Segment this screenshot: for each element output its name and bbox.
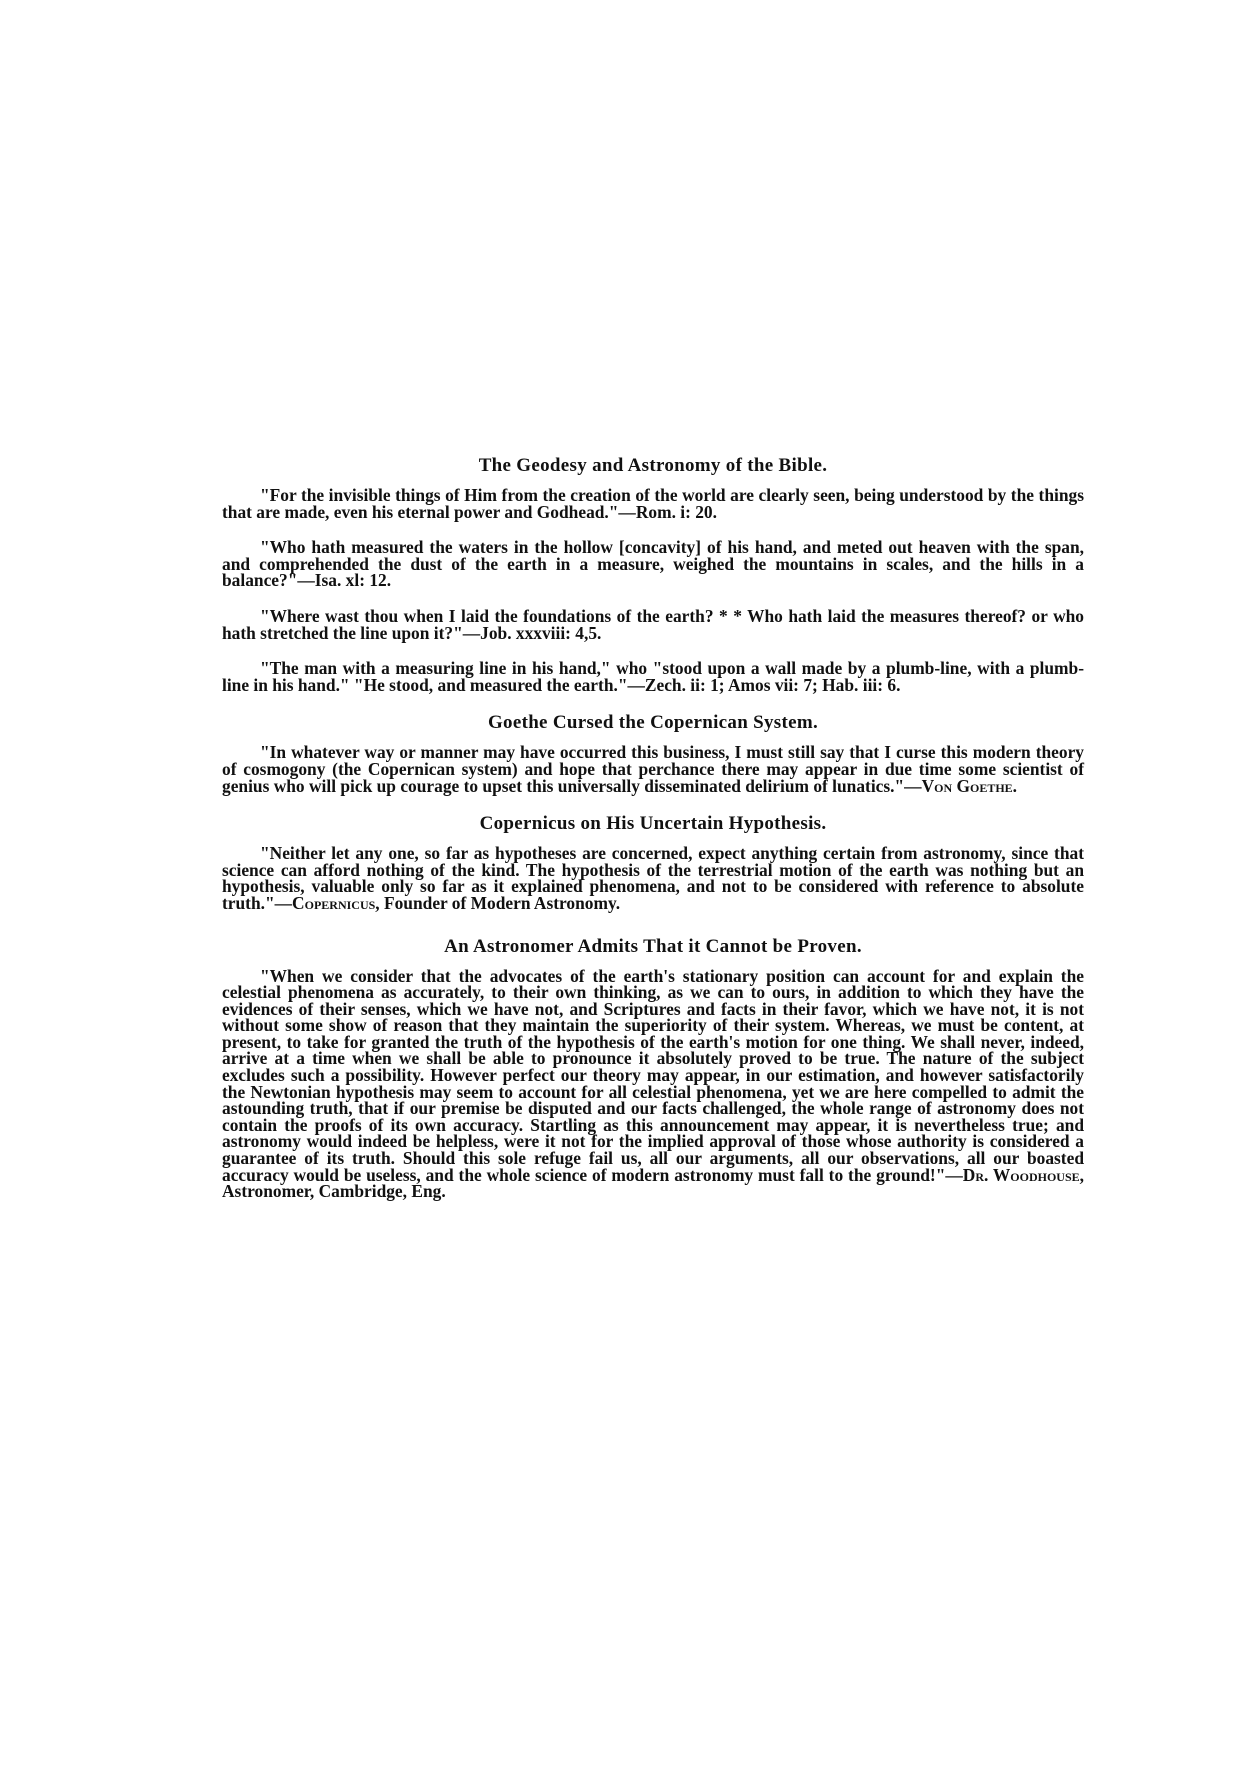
- quote-goethe: [222, 744, 1084, 794]
- quote-job: "Where wast thou when I laid the foundations of the earth? * * Who hath laid the measures thereof? or who hath stretched the line upon it?"—Job. xxxviii: 4,5.: [222, 605, 1084, 643]
- quote-author: Dr. Woodhouse: [962, 1164, 1080, 1185]
- quote-text: "When we consider that the advocates of the earth's stationary position can account for and explain the celestial phenomena as accurately, to their own thinking, as we can to ours, in addition to which they have the evidences of their senses, which we have not, and Scriptures and facts in their favor, which we have not, it is not without some show of reason that they maintain the superiority of their system. Whereas, we must be content, at present, to take for granted the truth of the hypothesis of the earth's motion for one thing. We shall never, indeed, arrive at a time when we shall be able to pronounce it absolutely proved to be true. The nature of the subject excludes such a possibility. However perfect our theory may appear, in our estimation, and however satisfactorily the Newtonian hypothesis may seem to account for all celestial phenomena, yet we are here compelled to admit the astounding truth, that if our premise be disputed and our facts challenged, the whole range of astronomy does not contain the proofs of its own accuracy. Startling as this announcement may appear, it is nevertheless true; and astronomy would indeed be helpless, were it not for the implied approval of those whose authority is considered a guarantee of its truth. Should this sole refuge fail us, all our arguments, all our observations, all our boasted accuracy would be useless, and the whole science of modern astronomy must fall to the ground!"—: [222, 965, 1084, 1185]
- quote-author-suffix: , Astronomer, Cambridge, Eng.: [222, 1164, 1085, 1202]
- quote-woodhouse: [222, 965, 1085, 1202]
- section-title: Goethe Cursed the Copernican System.: [487, 712, 819, 734]
- quote-author: Copernicus: [292, 892, 376, 913]
- section-geodesy: [222, 455, 1084, 693]
- section-goethe: [222, 712, 1084, 794]
- section-title: An Astronomer Admits That it Cannot be Proven.: [444, 935, 862, 957]
- section-title: The Geodesy and Astronomy of the Bible.: [478, 455, 828, 476]
- quote-isaiah: "Who hath measured the waters in the hollow [concavity] of his hand, and meted out heaven with the span, and comprehended the dust of the earth in a measure, weighed the mountains in scales, and the hills in a balance?"—Isa. xl: 12.: [222, 537, 1084, 591]
- quote-author: Von Goethe.: [921, 775, 1018, 796]
- quote-romans: "For the invisible things of Him from the creation of the world are clearly seen, being understood by the things that are made, even his eternal power and Godhead."—Rom. i: 20.: [222, 485, 1084, 522]
- quote-text: "In whatever way or manner may have occurred this business, I must still say that I curse this modern theory of cosmogony (the Copernican system) and hope that perchance there may appear in due time some scientist of genius who will pick up courage to upset this universally disseminated delirium of lunatics."—: [222, 742, 1084, 796]
- quote-zechariah: "The man with a measuring line in his hand," who "stood upon a wall made by a plumb-line, with a plumb-line in his hand." "He stood, and measured the earth."—Zech. ii: 1; Amos vii: 7; Hab. iii: 6.: [222, 658, 1084, 695]
- document-page: [222, 455, 1084, 1200]
- section-woodhouse: [222, 936, 1084, 1200]
- quote-text: "Neither let any one, so far as hypotheses are concerned, expect anything certain from astronomy, since that science can afford nothing of the kind. The hypothesis of the terrestrial motion of the earth was nothing but an hypothesis, valuable only so far as it explained phenomena, and not to be considered with reference to absolute truth."—: [222, 843, 1084, 913]
- quote-copernicus: [222, 845, 1084, 911]
- section-copernicus: [222, 813, 1084, 911]
- section-title: Copernicus on His Uncertain Hypothesis.: [479, 813, 827, 835]
- quote-author-suffix: , Founder of Modern Astronomy.: [375, 892, 621, 913]
